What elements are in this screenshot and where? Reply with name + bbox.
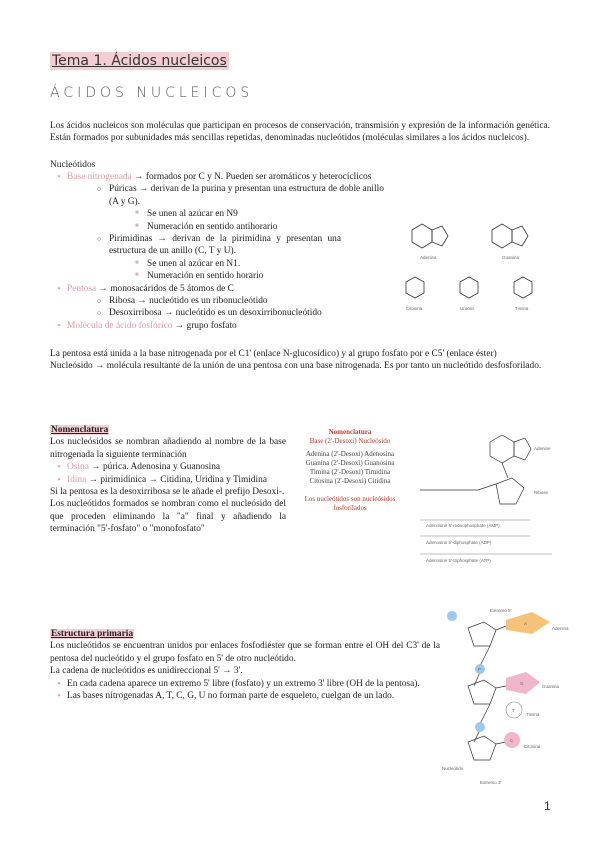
adenine-ring6 bbox=[490, 435, 514, 463]
purinas-sub-2: ■ Numeración en sentido antihorario bbox=[129, 221, 395, 233]
timina-ring bbox=[514, 277, 532, 298]
chain-citosina: Citosina bbox=[524, 744, 541, 749]
phosphate-1 bbox=[447, 611, 457, 621]
label-citosina: Citosina bbox=[406, 306, 423, 311]
box-line-3: Timina (2'-Desoxi) Timidina bbox=[309, 468, 391, 477]
idina-item bbox=[50, 474, 286, 486]
osina-item bbox=[50, 461, 286, 473]
atp-label-ribose: Ribose bbox=[534, 490, 549, 495]
osina-text: → púrica. Adenosina y Guanosina bbox=[88, 462, 221, 473]
page-title: Tema 1. Ácidos nucleicos bbox=[52, 53, 227, 69]
citosina-ring bbox=[406, 277, 424, 298]
label-adenina: Adenina bbox=[420, 255, 437, 260]
chain-timina: Timina bbox=[526, 712, 540, 717]
chain-extremo3: Extremo 3' bbox=[480, 780, 502, 785]
adenina-ring5 bbox=[432, 226, 448, 246]
purinas-sub-1: ■ Se unen al azúcar en N9 bbox=[129, 208, 395, 220]
nucleotidos-label: Nucleótidos bbox=[50, 160, 96, 170]
adenine-ring5 bbox=[514, 438, 531, 460]
chain-c: C bbox=[510, 738, 514, 743]
chain-a: A bbox=[524, 621, 528, 626]
nomenclatura-heading: Nomenclatura bbox=[51, 425, 109, 435]
box-line-4: Citosina (2'-Desoxi) Citidina bbox=[309, 477, 391, 486]
page-number: 1 bbox=[544, 799, 551, 813]
purinas-item bbox=[91, 183, 395, 233]
guanina-ring6 bbox=[492, 224, 512, 248]
box-title: Nomenclatura bbox=[328, 428, 372, 436]
adenina-shape bbox=[506, 612, 550, 634]
uracilo-ring bbox=[460, 277, 478, 298]
fosforico-text: → grupo fosfato bbox=[172, 320, 237, 331]
intro-paragraph: Los ácidos nucleicos son moléculas que participan en procesos de conservación, transmisión y expresión de la información genética. Están formados por subunidades más sencillas repetidas, denominadas nucleótidos (moléculas similares a los ácidos nucleicos). bbox=[50, 121, 550, 144]
nomenclatura-intro: Los nucleósidos se nombran añadiendo al nombre de la base nitrogenada la siguiente terminación bbox=[50, 437, 286, 460]
estructura-item-2: • Las bases nitrogenadas A, T, C, G, U no forman parte de esqueleto, cuelgan de un lado. bbox=[50, 690, 440, 702]
chain-t: T bbox=[512, 708, 515, 713]
pentosa-text: → monosacáridos de 5 átomos de C bbox=[96, 283, 234, 294]
fosforico-term: Molécula de ácido fosfórico bbox=[67, 320, 173, 331]
ribosa-item: ○ Ribosa → nucleótido es un ribonucleótido bbox=[91, 295, 395, 307]
nucleotide-chain-diagram bbox=[440, 606, 570, 791]
estructura-section bbox=[50, 628, 440, 702]
idina-text: → pirimidínica → Citidina, Uridina y Timidina bbox=[86, 474, 267, 485]
chain-nucleotido: Nucleótido bbox=[442, 766, 464, 771]
chain-extremo5: Extremo 5' bbox=[490, 608, 512, 613]
label-timina: Timina bbox=[515, 306, 529, 311]
box-footer: Los nucleótidos son nucleósidos fosforilados bbox=[304, 494, 396, 512]
label-uracilo: Uracilo bbox=[460, 306, 475, 311]
formados-paragraph: Los nucleótidos formados se nombran como el nucleósido del que proceden eliminando la "a" final y añadiendo la terminación "5'-fosfato" o "monofosfato" bbox=[50, 499, 286, 535]
chain-g: G bbox=[520, 681, 524, 686]
atp-label-adenine: Adenine bbox=[534, 446, 551, 451]
atp-label-amp: Adenosine 5'-monophosphate (AMP) bbox=[426, 523, 500, 528]
estructura-item-1: • En cada cadena aparece un extremo 5' libre (fosfato) y un extremo 3' libre (OH de la pentosa). bbox=[50, 678, 440, 690]
box-line-2: Guanina (2'-Desoxi) Guanosina bbox=[305, 459, 395, 468]
nomenclatura-section bbox=[50, 424, 286, 536]
estructura-heading: Estructura primaria bbox=[51, 629, 134, 639]
box-line-1: Adenina (2'-Desoxi) Adenosina bbox=[305, 450, 395, 459]
label-guanina: Guanina bbox=[502, 255, 520, 260]
chain-adenina: Adenina bbox=[552, 626, 569, 631]
guanina-ring5 bbox=[512, 226, 528, 246]
p2-text: La pentosa está unida a la base nitrogenada por el C1' (enlace N-glucosídico) y al grupo fosfato por e C5' (enlace éster) bbox=[50, 349, 497, 359]
desoxi-paragraph: Si la pentosa es la desoxirribosa se le añade el prefijo Desoxi-. bbox=[50, 487, 285, 498]
base-text: → formados por C y N. Pueden ser aromáticos y heterocíclicos bbox=[131, 172, 372, 182]
atp-label-adp: Adenosine 5'-diphosphate (ADP) bbox=[426, 540, 492, 545]
purinas-text: Púricas → derivan de la purina y presentan una estructura de doble anillo (A y G). bbox=[109, 184, 384, 207]
section-subtitle: ÁCIDOS NUCLEICOS bbox=[50, 85, 254, 101]
fosforico-item bbox=[50, 320, 395, 332]
pentosa-union-paragraph bbox=[50, 348, 550, 373]
estructura-p2: La cadena de nucleótidos es unidireccional 5' → 3'. bbox=[50, 666, 243, 677]
chain-p: P bbox=[478, 667, 482, 672]
phosphate-3 bbox=[475, 722, 485, 732]
desoxirribosa-item: ○ Desoxirribosa → nucleótido es un desoxirribonucleótido bbox=[91, 307, 395, 319]
pentosa-item bbox=[50, 283, 395, 320]
nitrogen-bases-diagram bbox=[398, 220, 548, 330]
adenina-ring6 bbox=[412, 224, 432, 248]
p3-text: Nucleósido → molécula resultante de la unión de una pentosa con una base nitrogenada. Es por tanto un nucleótido desfosforilado. bbox=[50, 361, 542, 372]
ribose-ring bbox=[496, 478, 524, 504]
base-item bbox=[50, 171, 395, 283]
pirimidinas-text: Pirimidinas → derivan de la pirimidina y presentan una estructura de un anillo (C, T y U). bbox=[109, 234, 341, 257]
estructura-p1: Los nucleótidos se encuentran unidos por enlaces fosfodiéster que se forman entre el OH del C3' de la pentosa del nucleótido y el grupo fosfato en 5' de otro nucleótido. bbox=[50, 641, 440, 664]
pirimidinas-sub-1: ■ Se unen al azúcar en N1. bbox=[129, 258, 341, 270]
pirimidinas-sub-2: ■ Numeración en sentido horario bbox=[129, 270, 341, 282]
nomenclatura-box bbox=[298, 428, 402, 513]
box-subtitle: Base (2'-Desoxi) Nucleósido bbox=[309, 437, 391, 446]
pirimidinas-item bbox=[91, 233, 341, 283]
pentosa-term: Pentosa bbox=[67, 283, 97, 294]
idina-term: Idina bbox=[67, 474, 87, 485]
components-list bbox=[50, 171, 395, 332]
base-term: Base nitrogenada bbox=[67, 172, 132, 182]
chain-guanina: Guanina bbox=[542, 684, 560, 689]
atp-structure-diagram bbox=[412, 426, 562, 576]
osina-term: Osina bbox=[67, 462, 89, 473]
atp-label-atp: Adenosine 5'-triphosphate (ATP) bbox=[426, 558, 491, 563]
